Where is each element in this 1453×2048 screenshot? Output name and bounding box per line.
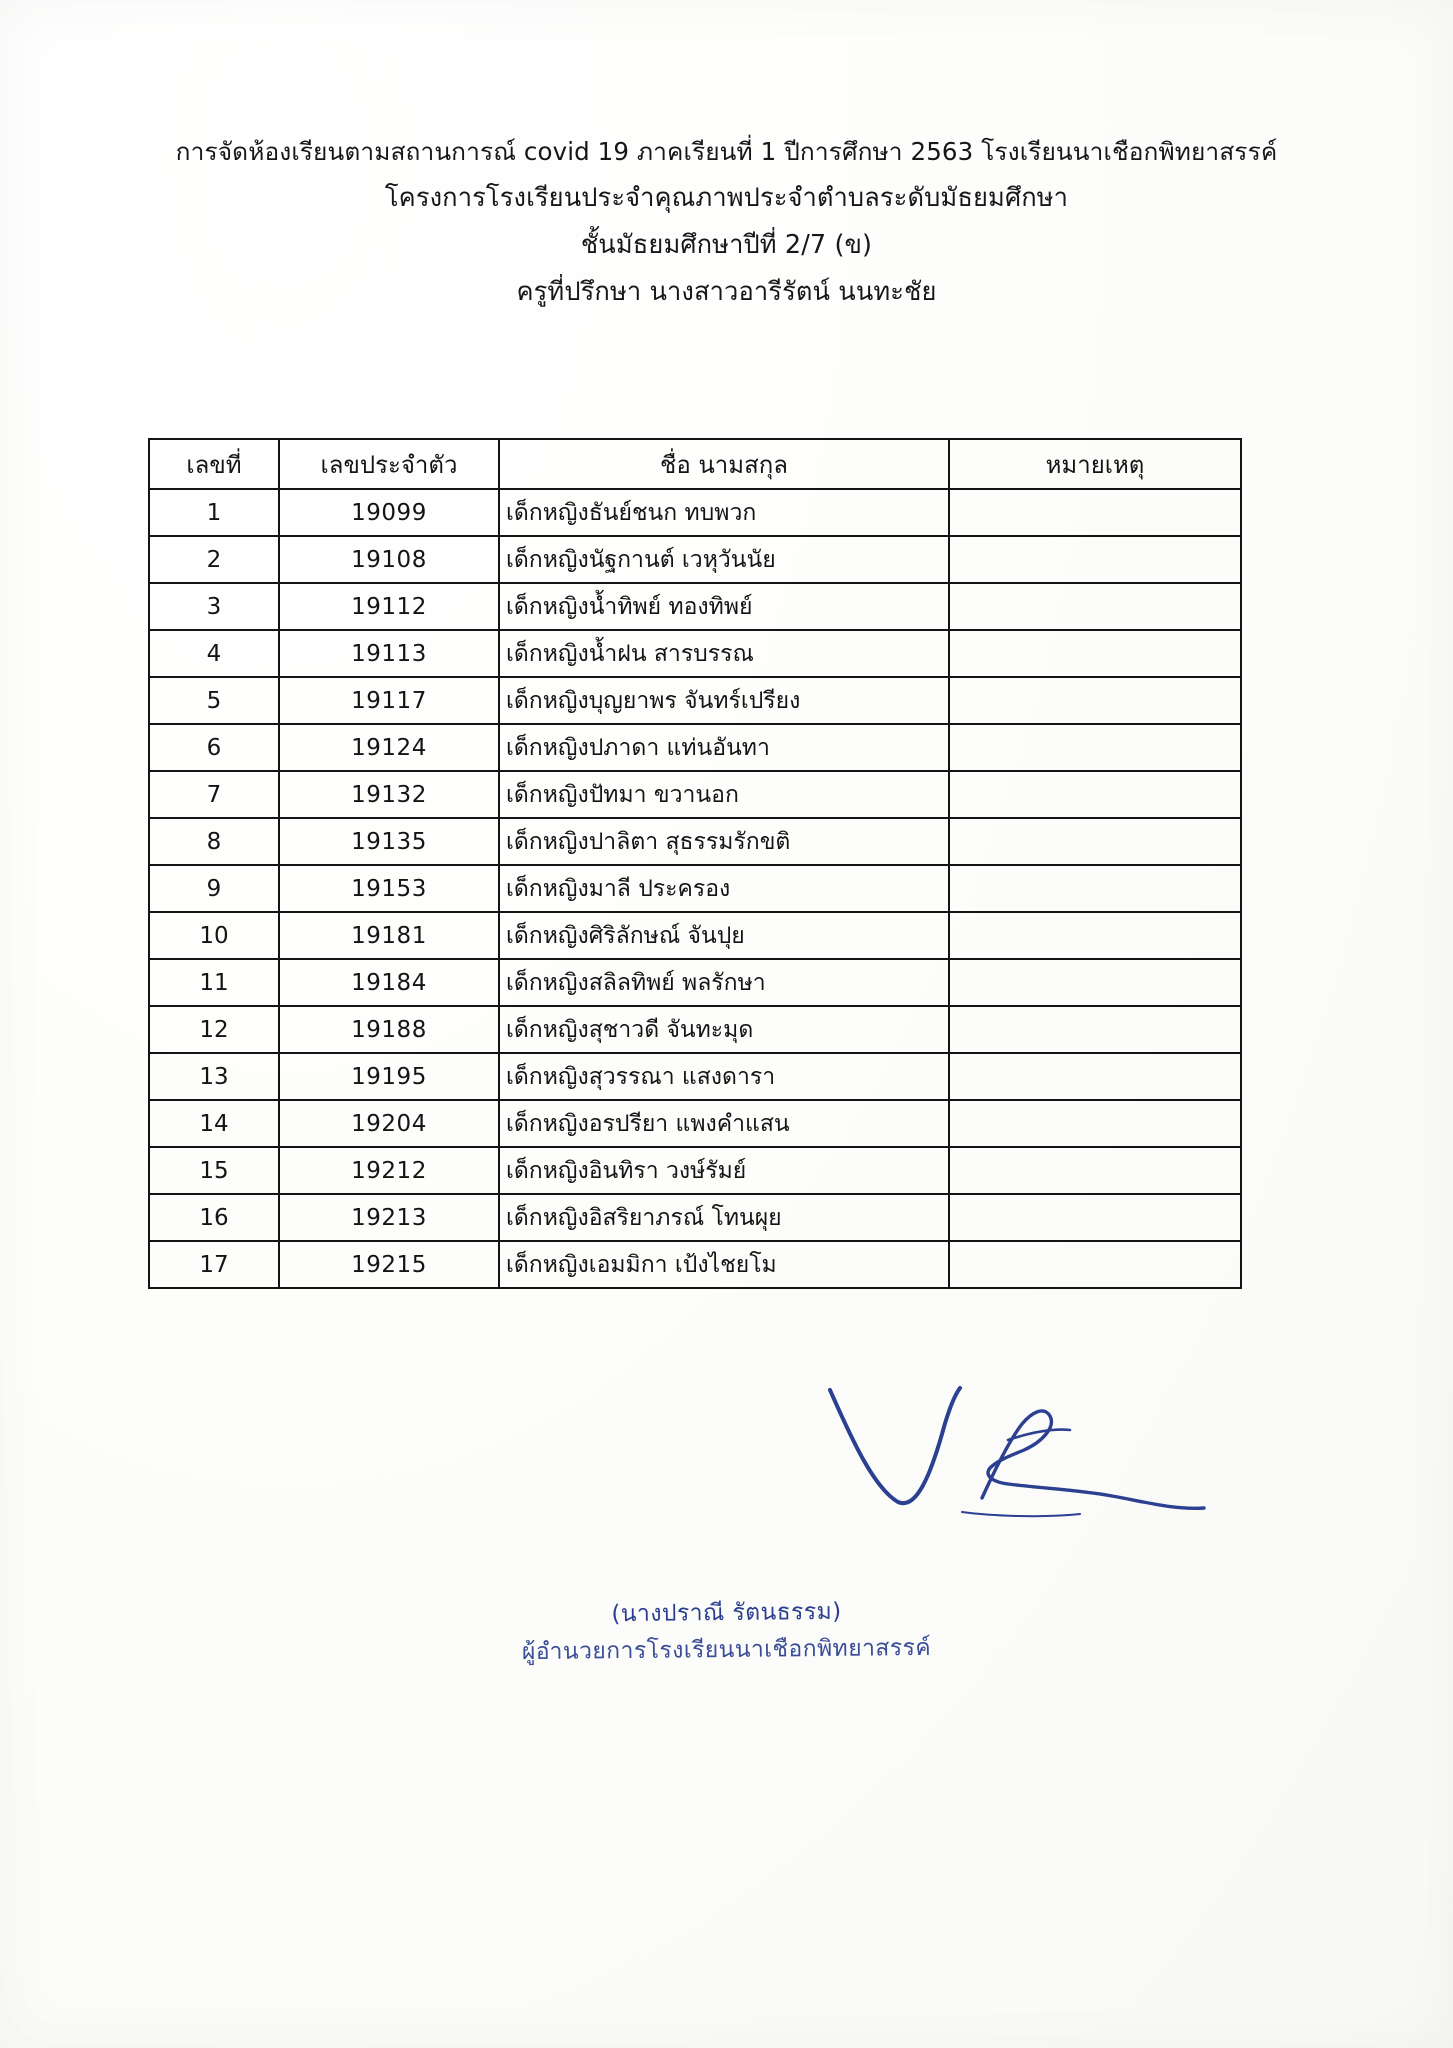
- cell-remark: [949, 1194, 1241, 1241]
- cell-remark: [949, 959, 1241, 1006]
- cell-student-name: เด็กหญิงอรปรียา แพงคำแสน: [499, 1100, 949, 1147]
- cell-number: 11: [149, 959, 279, 1006]
- cell-student-name: เด็กหญิงปัทมา ขวานอก: [499, 771, 949, 818]
- table-row: [149, 630, 1241, 677]
- cell-student-name: เด็กหญิงธันย์ชนก ทบพวก: [499, 489, 949, 536]
- cell-student-id: 19117: [279, 677, 499, 724]
- cell-student-id: 19188: [279, 1006, 499, 1053]
- cell-student-id: 19213: [279, 1194, 499, 1241]
- table-row: [149, 1241, 1241, 1288]
- cell-remark: [949, 912, 1241, 959]
- table-row: [149, 1194, 1241, 1241]
- cell-student-id: 19112: [279, 583, 499, 630]
- table-row: [149, 536, 1241, 583]
- cell-number: 16: [149, 1194, 279, 1241]
- cell-student-name: เด็กหญิงเอมมิกา เป้งไชยโม: [499, 1241, 949, 1288]
- table-row: [149, 771, 1241, 818]
- table-row: [149, 1147, 1241, 1194]
- cell-student-name: เด็กหญิงอิสริยาภรณ์ โทนผุย: [499, 1194, 949, 1241]
- cell-number: 15: [149, 1147, 279, 1194]
- cell-remark: [949, 1241, 1241, 1288]
- column-header-name: ชื่อ นามสกุล: [499, 439, 949, 489]
- table-row: [149, 677, 1241, 724]
- cell-student-id: 19181: [279, 912, 499, 959]
- cell-number: 12: [149, 1006, 279, 1053]
- table-row: [149, 865, 1241, 912]
- cell-remark: [949, 1147, 1241, 1194]
- cell-remark: [949, 1053, 1241, 1100]
- cell-remark: [949, 1006, 1241, 1053]
- signature-mark: [812, 1380, 1232, 1530]
- cell-student-id: 19132: [279, 771, 499, 818]
- table-row: [149, 912, 1241, 959]
- cell-student-name: เด็กหญิงสุชาวดี จันทะมุด: [499, 1006, 949, 1053]
- cell-number: 9: [149, 865, 279, 912]
- cell-number: 13: [149, 1053, 279, 1100]
- cell-student-id: 19108: [279, 536, 499, 583]
- cell-remark: [949, 724, 1241, 771]
- cell-student-id: 19153: [279, 865, 499, 912]
- cell-student-name: เด็กหญิงมาลี ประครอง: [499, 865, 949, 912]
- header-line-4: ครูที่ปรึกษา นางสาวอารีรัตน์ นนทะชัย: [516, 277, 937, 307]
- cell-student-name: เด็กหญิงสลิลทิพย์ พลรักษา: [499, 959, 949, 1006]
- table-row: [149, 489, 1241, 536]
- cell-student-name: เด็กหญิงปภาดา แท่นอันทา: [499, 724, 949, 771]
- table-row: [149, 818, 1241, 865]
- cell-student-name: เด็กหญิงบุญยาพร จันทร์เปรียง: [499, 677, 949, 724]
- cell-remark: [949, 1100, 1241, 1147]
- cell-student-id: 19099: [279, 489, 499, 536]
- cell-number: 10: [149, 912, 279, 959]
- header-line-2: โครงการโรงเรียนประจำคุณภาพประจำตำบลระดับมัธยมศึกษา: [384, 183, 1069, 213]
- column-header-student-id: เลขประจำตัว: [279, 439, 499, 489]
- table-row: [149, 1053, 1241, 1100]
- cell-student-name: เด็กหญิงอินทิรา วงษ์รัมย์: [499, 1147, 949, 1194]
- cell-student-id: 19204: [279, 1100, 499, 1147]
- cell-student-id: 19184: [279, 959, 499, 1006]
- cell-number: 3: [149, 583, 279, 630]
- cell-number: 6: [149, 724, 279, 771]
- cell-student-name: เด็กหญิงน้ำฝน สารบรรณ: [499, 630, 949, 677]
- table-row: [149, 959, 1241, 1006]
- header-line-3: ชั้นมัธยมศึกษาปีที่ 2/7 (ข): [580, 230, 873, 260]
- table-row: [149, 1006, 1241, 1053]
- table-row: [149, 724, 1241, 771]
- document-header: [0, 128, 1453, 316]
- table-header-row: [149, 439, 1241, 489]
- cell-student-id: 19135: [279, 818, 499, 865]
- cell-number: 7: [149, 771, 279, 818]
- column-header-number: เลขที่: [149, 439, 279, 489]
- student-roster-table-wrapper: [148, 438, 1240, 1289]
- cell-remark: [949, 818, 1241, 865]
- cell-number: 17: [149, 1241, 279, 1288]
- cell-number: 1: [149, 489, 279, 536]
- cell-remark: [949, 677, 1241, 724]
- cell-student-name: เด็กหญิงนัฐกานต์ เวหุวันนัย: [499, 536, 949, 583]
- student-roster-table: [148, 438, 1242, 1289]
- signature-name-text: (นางปราณี รัตนธรรม): [611, 1598, 842, 1628]
- cell-number: 2: [149, 536, 279, 583]
- cell-number: 4: [149, 630, 279, 677]
- cell-number: 14: [149, 1100, 279, 1147]
- cell-number: 8: [149, 818, 279, 865]
- cell-student-id: 19195: [279, 1053, 499, 1100]
- cell-remark: [949, 489, 1241, 536]
- cell-student-name: เด็กหญิงศิริลักษณ์ จันปุย: [499, 912, 949, 959]
- cell-remark: [949, 583, 1241, 630]
- cell-number: 5: [149, 677, 279, 724]
- cell-remark: [949, 771, 1241, 818]
- cell-student-id: 19212: [279, 1147, 499, 1194]
- table-row: [149, 1100, 1241, 1147]
- cell-remark: [949, 536, 1241, 583]
- cell-student-id: 19124: [279, 724, 499, 771]
- cell-student-id: 19215: [279, 1241, 499, 1288]
- cell-remark: [949, 630, 1241, 677]
- cell-student-id: 19113: [279, 630, 499, 677]
- header-line-1: การจัดห้องเรียนตามสถานการณ์ covid 19 ภาคเรียนที่ 1 ปีการศึกษา 2563 โรงเรียนนาเชือกพิทยาสรรค์: [175, 137, 1278, 166]
- cell-student-name: เด็กหญิงน้ำทิพย์ ทองทิพย์: [499, 583, 949, 630]
- cell-student-name: เด็กหญิงปาลิตา สุธรรมรักขติ: [499, 818, 949, 865]
- column-header-remark: หมายเหตุ: [949, 439, 1241, 489]
- table-row: [149, 583, 1241, 630]
- signature-title-text: ผู้อำนวยการโรงเรียนนาเชือกพิทยาสรรค์: [521, 1634, 932, 1666]
- cell-remark: [949, 865, 1241, 912]
- cell-student-name: เด็กหญิงสุวรรณา แสงดารา: [499, 1053, 949, 1100]
